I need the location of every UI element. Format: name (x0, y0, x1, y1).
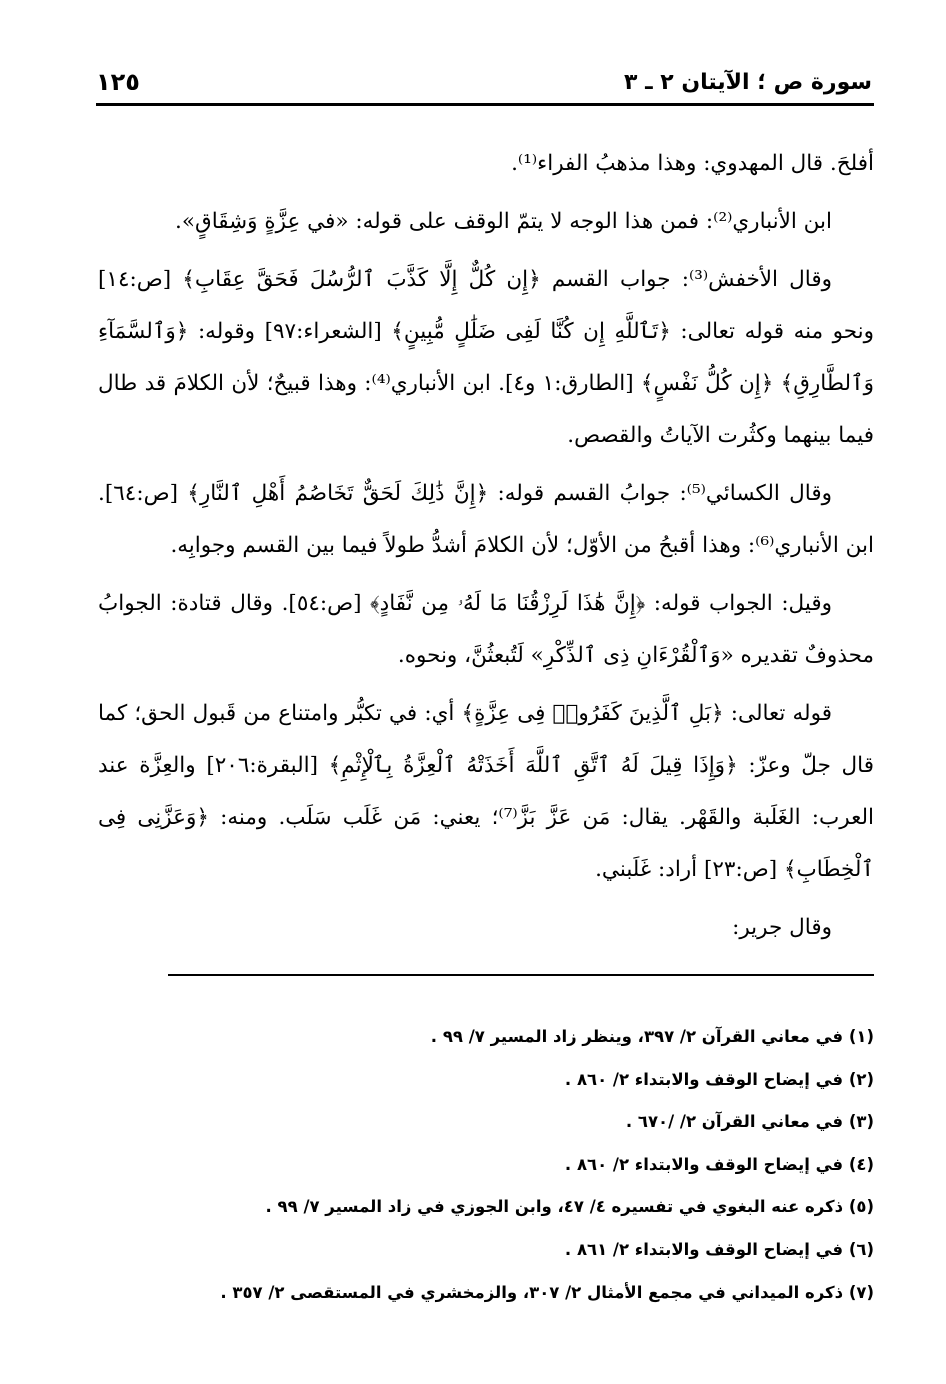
footnote-7: (٧) ذكره الميداني في مجمع الأمثال ٢/ ٣٠٧، والزمخشري في المستقصى ٢/ ٣٥٧ . (220, 1282, 874, 1302)
footnotes (98, 1016, 874, 1314)
paragraph-7: وقال جرير: (732, 915, 832, 940)
running-title: سورة ص ؛ الآيتان ٢ ـ ٣ (623, 69, 872, 95)
paragraph-5: وقيل: الجواب قوله: ﴿إِنَّ هَٰذَا لَرِزْقُنَا مَا لَهُۥ مِن نَّفَادٍ﴾ [ص:٥٤]. وقال قتادة: الجوابُ محذوفٌ تقديره «وَٱلْقُرْءَانِ ذِى ٱلذِّكْرِ» لَتُبعثُنَّ، ونحوه. (98, 591, 874, 668)
paragraph-4: وقال الكسائي⁽⁵⁾: جوابُ القسم قوله: ﴿إِنَّ ذَٰلِكَ لَحَقٌّ تَخَاصُمُ أَهْلِ ٱلنَّارِ﴾ [ص:٦٤]. ابن الأنباري⁽⁶⁾: وهذا أقبحُ من الأوّل؛ لأن الكلامَ أشدُّ طولاً فيما بين القسم وجوابِه. (98, 481, 874, 558)
header-rule (96, 103, 874, 106)
footnote-1: (١) في معاني القرآن ٢/ ٣٩٧، وينظر زاد المسير ٧/ ٩٩ . (430, 1027, 874, 1046)
paragraph-2: ابن الأنباري⁽²⁾: فمن هذا الوجه لا يتمّ الوقف على قوله: «في عِزَّةٍ وَشِقَاقٍ». (175, 209, 832, 234)
footnote-2: (٢) في إيضاح الوقف والابتداء ٢/ ٨٦٠ . (564, 1069, 874, 1089)
paragraph-3: وقال الأخفش⁽³⁾: جواب القسم ﴿إِن كُلٌّ إِلَّا كَذَّبَ ٱلرُّسُلَ فَحَقَّ عِقَابِ﴾ [ص:١٤] ونحو منه قوله تعالى: ﴿تَٱللَّهِ إِن كُنَّا لَفِى ضَلَٰلٍ مُّبِينٍ﴾ [الشعراء:٩٧] وقوله: ﴿وَٱلسَّمَآءِ وَٱلطَّارِقِ﴾ ﴿إِن كُلُّ نَفْسٍ﴾ [الطارق:١ و٤]. ابن الأنباري⁽⁴⁾: وهذا قبيحٌ؛ لأن الكلامَ قد طال فيما بينهما وكثُرت الآياتُ والقصص. (98, 267, 875, 448)
paragraph-1: أفلحَ. قال المهدوي: وهذا مذهبُ الفراء⁽¹⁾. (511, 151, 874, 176)
page-header (96, 62, 872, 102)
footnote-rule (168, 974, 874, 976)
main-text (98, 138, 874, 960)
footnote-6: (٦) في إيضاح الوقف والابتداء ٢/ ٨٦١ . (564, 1239, 874, 1259)
page-number: ١٢٥ (96, 68, 140, 96)
footnote-4: (٤) في إيضاح الوقف والابتداء ٢/ ٨٦٠ . (564, 1154, 874, 1174)
footnote-5: (٥) ذكره عنه البغوي في تفسيره ٤/ ٤٧، وابن الجوزي في زاد المسير ٧/ ٩٩ . (265, 1197, 874, 1217)
footnote-3: (٣) في معاني القرآن ٢/ /٦٧٠ . (625, 1112, 874, 1132)
paragraph-6: قوله تعالى: ﴿بَلِ ٱلَّذِينَ كَفَرُوا۟ فِى عِزَّةٍ﴾ أي: في تكبُّر وامتناع من قَبول الحق؛ كما قال جلّ وعزّ: ﴿وَإِذَا قِيلَ لَهُ ٱتَّقِ ٱللَّهَ أَخَذَتْهُ ٱلْعِزَّةُ بِٱلْإِثْمِ﴾ [البقرة:٢٠٦] والعِزَّة عند العرب: الغَلَبة والقَهْر. يقال: مَن عَزَّ بَزَّ⁽⁷⁾؛ يعني: مَن غَلَب سَلَب. ومنه: ﴿وَعَزَّنِى فِى ٱلْخِطَابِ﴾ [ص:٢٣] أراد: غَلَبني. (98, 701, 874, 882)
